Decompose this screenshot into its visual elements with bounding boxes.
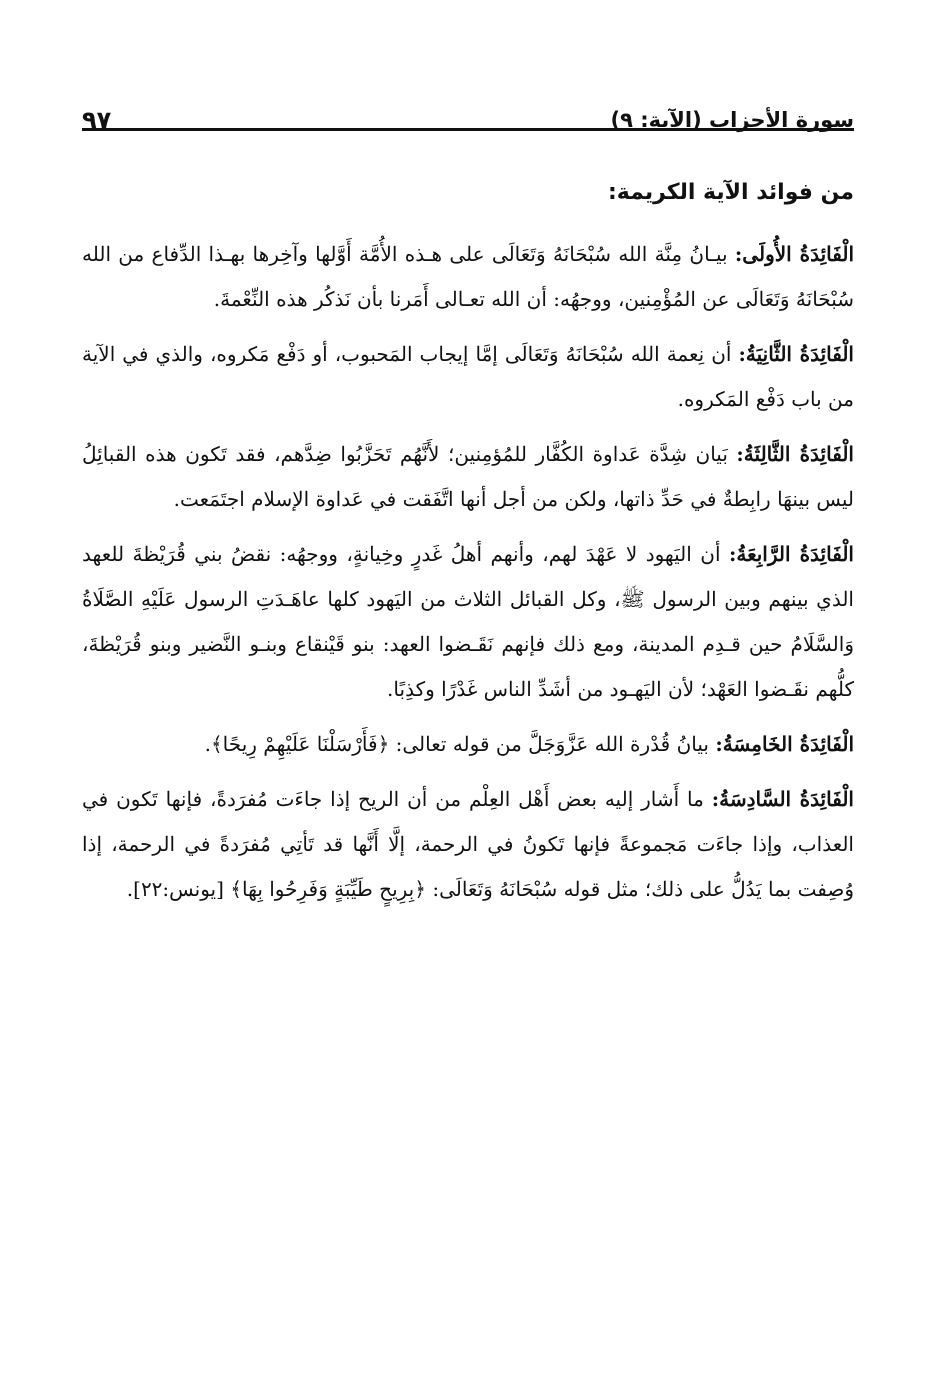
benefit-title: الْفَائِدَةُ السَّادِسَةُ: [711, 787, 854, 811]
benefit-text: بَيان شِدَّة عَداوة الكُفَّار للمُؤمِنين؛ لأَنَّهُم تَحَزَّبُوا ضِدَّهم، فقد تَكون هذه القبائِلُ ليس بينهَا رابِطةٌ في حَدِّ ذاتها، ولكن من أجل أنها اتَّفَقت في عَداوة الإسلام اجتَمَعت. [82, 442, 854, 511]
paragraph-benefit-1 [82, 232, 854, 322]
benefit-text: أن نِعمة الله سُبْحَانَهُ وَتَعَالَى إمَّا إيجاب المَحبوب، أو دَفْع مَكروه، والذي في الآية من باب دَفْع المَكروه. [82, 342, 854, 411]
paragraph-benefit-6 [82, 777, 854, 912]
benefit-text: ما أَشار إليه بعض أَهْل العِلْم من أن الريح إذا جاءَت مُفرَدةً، فإنها تَكون في العذاب، وإذا جاءَت مَجموعةً فإنها تَكونُ في الرحمة، إلَّا أَنَّها قد تَأتِي مُفرَدةً في الرحمة، إذا وُصِفت بما يَدُلُّ على ذلك؛ مثل قوله سُبْحَانَهُ وَتَعَالَى: ﴿بِرِيحٍ طَيِّبَةٍ وَفَرِحُوا بِهَا﴾ [يونس:٢٢]. [82, 787, 854, 901]
benefit-text: أن اليَهود لا عَهْدَ لهم، وأنهم أهلُ غَدرٍ وخِيانةٍ، ووجهُه: نقضُ بني قُرَيْظةَ للعهد الذي بينهم وبين الرسول ﷺ، وكل القبائل الثلاث من اليَهود كلها عاهَـدَتِ الرسول عَلَيْهِ الصَّلَاةُ وَالسَّلَامُ حين قـدِم المدينة، ومع ذلك فإنهم نَقَـضوا العهد: بنو قَيْنقاع وبنـو النَّضير وبنو قُرَيْظةَ، كلُّهم نقَـضوا العَهْد؛ لأن اليَهـود من أشَدِّ الناس غَدْرًا وكذِبًا. [82, 542, 854, 701]
paragraph-benefit-5 [82, 722, 854, 767]
benefit-title: الْفَائِدَةُ الأُولَى: [734, 242, 854, 266]
page-content [82, 178, 854, 922]
paragraph-benefit-2 [82, 332, 854, 422]
benefit-title: الْفَائِدَةُ الرَّابِعَةُ: [728, 542, 854, 566]
benefit-text: بيـانُ مِنَّة الله سُبْحَانَهُ وَتَعَالَى على هـذه الأُمَّة أَوَّلها وآخِرها بهـذا الدِّفاع من الله سُبْحَانَهُ وَتَعَالَى عن المُؤْمِنين، ووجهُه: أن الله تعـالى أَمَرنا بأن نَذكُر هذه النِّعْمةَ. [82, 242, 854, 311]
benefit-text: بيانُ قُدْرة الله عَزَّوَجَلَّ من قوله تعالى: ﴿فَأَرْسَلْنَا عَلَيْهِمْ رِيحًا﴾. [204, 732, 716, 756]
benefit-title: الْفَائِدَةُ الثَّانِيَةُ: [738, 342, 854, 366]
paragraph-benefit-4 [82, 532, 854, 712]
section-heading: من فوائد الآية الكريمة: [607, 180, 854, 205]
benefit-title: الْفَائِدَةُ الثَّالِثَةُ: [736, 442, 854, 466]
chapter-title: سورة الأحزاب (الآية: ٩) [610, 108, 854, 132]
page-number: ٩٧ [82, 106, 112, 134]
header-divider [82, 128, 854, 131]
paragraph-benefit-3 [82, 432, 854, 522]
benefit-title: الْفَائِدَةُ الخَامِسَةُ: [715, 732, 854, 756]
